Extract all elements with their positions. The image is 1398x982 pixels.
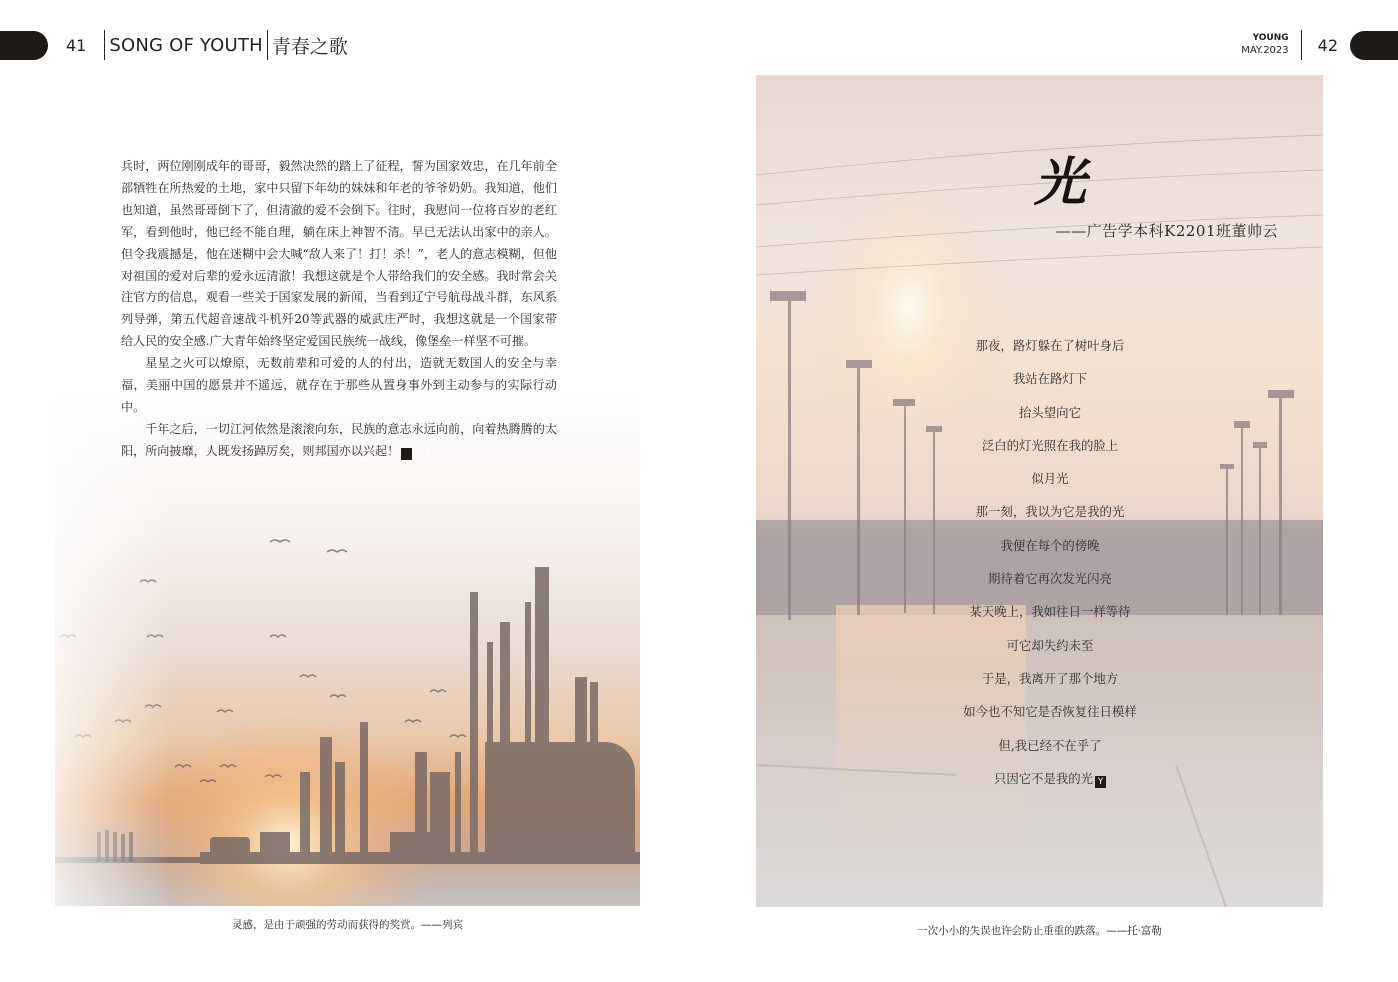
article-paragraph: 星星之火可以燎原，无数前辈和可爱的人的付出，造就无数国人的安全与幸福，美丽中国的愿景并不遥远，就存在于那些从置身事外到主动参与的实际行动中。 — [121, 356, 557, 414]
poem-line: 泛白的灯光照在我的脸上 — [981, 437, 1119, 453]
header-divider — [104, 30, 105, 60]
header-right — [1241, 30, 1350, 60]
poem-line: 似月光 — [1031, 471, 1069, 487]
poem-line: 那夜，路灯躲在了树叶身后 — [975, 338, 1125, 353]
poem-line: 可它却失约未至 — [1006, 637, 1094, 653]
poem-line: 我便在每个的傍晚 — [1000, 537, 1100, 553]
poem-line: 抬头望向它 — [1019, 404, 1081, 420]
poem-line: 只因它不是我的光 — [993, 770, 1094, 786]
right-page-number: 42 — [1317, 35, 1338, 55]
poem-line: 如今也不知它是否恢复往日模样 — [963, 704, 1137, 720]
header-divider — [267, 30, 268, 60]
section-title-en: SONG OF YOUTH — [109, 34, 263, 56]
end-mark-icon: Y — [1095, 776, 1106, 788]
article-paragraph: 千年之后，一切江河依然是滚滚向东，民族的意志永远向前，向着热腾腾的太阳，所向披靡，人既发扬踔厉矣，则邦国亦以兴起！ — [121, 421, 557, 458]
poem-line: 但,我已经不在乎了 — [998, 737, 1102, 753]
page-tab-right — [1350, 31, 1398, 60]
header-left — [66, 30, 348, 60]
header-divider — [1301, 30, 1302, 60]
poem-line: 期待着它再次发光闪亮 — [988, 571, 1112, 587]
poem-line-last — [900, 767, 1200, 800]
article-paragraph: 兵时，两位刚刚成年的哥哥，毅然决然的踏上了征程，誓为国家效忠，在几年前全部牺牲在所热爱的土地，家中只留下年幼的妹妹和年老的爷爷奶奶。我知道，他们也知道，虽然哥哥倒下了，但清澈的爱不会倒下。往时，我慰问一位将百岁的老红军，看到他时，他已经不能自理，躺在床上神智不清。早已无法认出家中的亲人。但令我震撼是，他在迷糊中会大喊“敌人来了！打！杀！”，老人的意志模糊，但他对祖国的爱对后辈的爱永远清澈！我想这就是个人带给我们的安全感。我时常会关注官方的信息，观看一些关于国家发展的新闻，当看到辽宁号航母战斗群，东风系列导弹，第五代超音速战斗机歼20等武器的威武庄严时，我想这就是一个国家带给人民的安全感.广大青年始终坚定爱国民族统一战线，像堡垒一样坚不可摧。 — [121, 159, 557, 349]
left-page-quote: 灵感，是由于顽强的劳动而获得的奖赏。——列宾 — [232, 919, 463, 931]
poem-line: 那一刻，我以为它是我的光 — [975, 504, 1125, 520]
magazine-name: YOUNG — [1252, 33, 1289, 43]
poem-title: 光 — [1033, 152, 1086, 213]
left-page-number: 41 — [66, 35, 87, 55]
magazine-masthead — [1241, 34, 1288, 56]
left-photo-industrial-sunset — [55, 392, 640, 906]
poem-body — [900, 334, 1200, 800]
issue-date: MAY.2023 — [1241, 45, 1289, 56]
article-body — [121, 156, 557, 463]
page-tab-left — [0, 31, 48, 60]
section-title-zh: 青春之歌 — [271, 35, 348, 58]
poem-line: 某天晚上，我如往日一样等待 — [969, 604, 1131, 620]
poem-author: ——广告学本科K2201班董帅云 — [1055, 222, 1278, 240]
right-page-quote: 一次小小的失误也许会防止重重的跌落。——托·富勒 — [917, 925, 1162, 937]
poem-line: 我站在路灯下 — [1012, 371, 1088, 387]
poem-line: 于是，我离开了那个地方 — [981, 670, 1119, 686]
end-mark-icon: Y — [401, 448, 412, 460]
